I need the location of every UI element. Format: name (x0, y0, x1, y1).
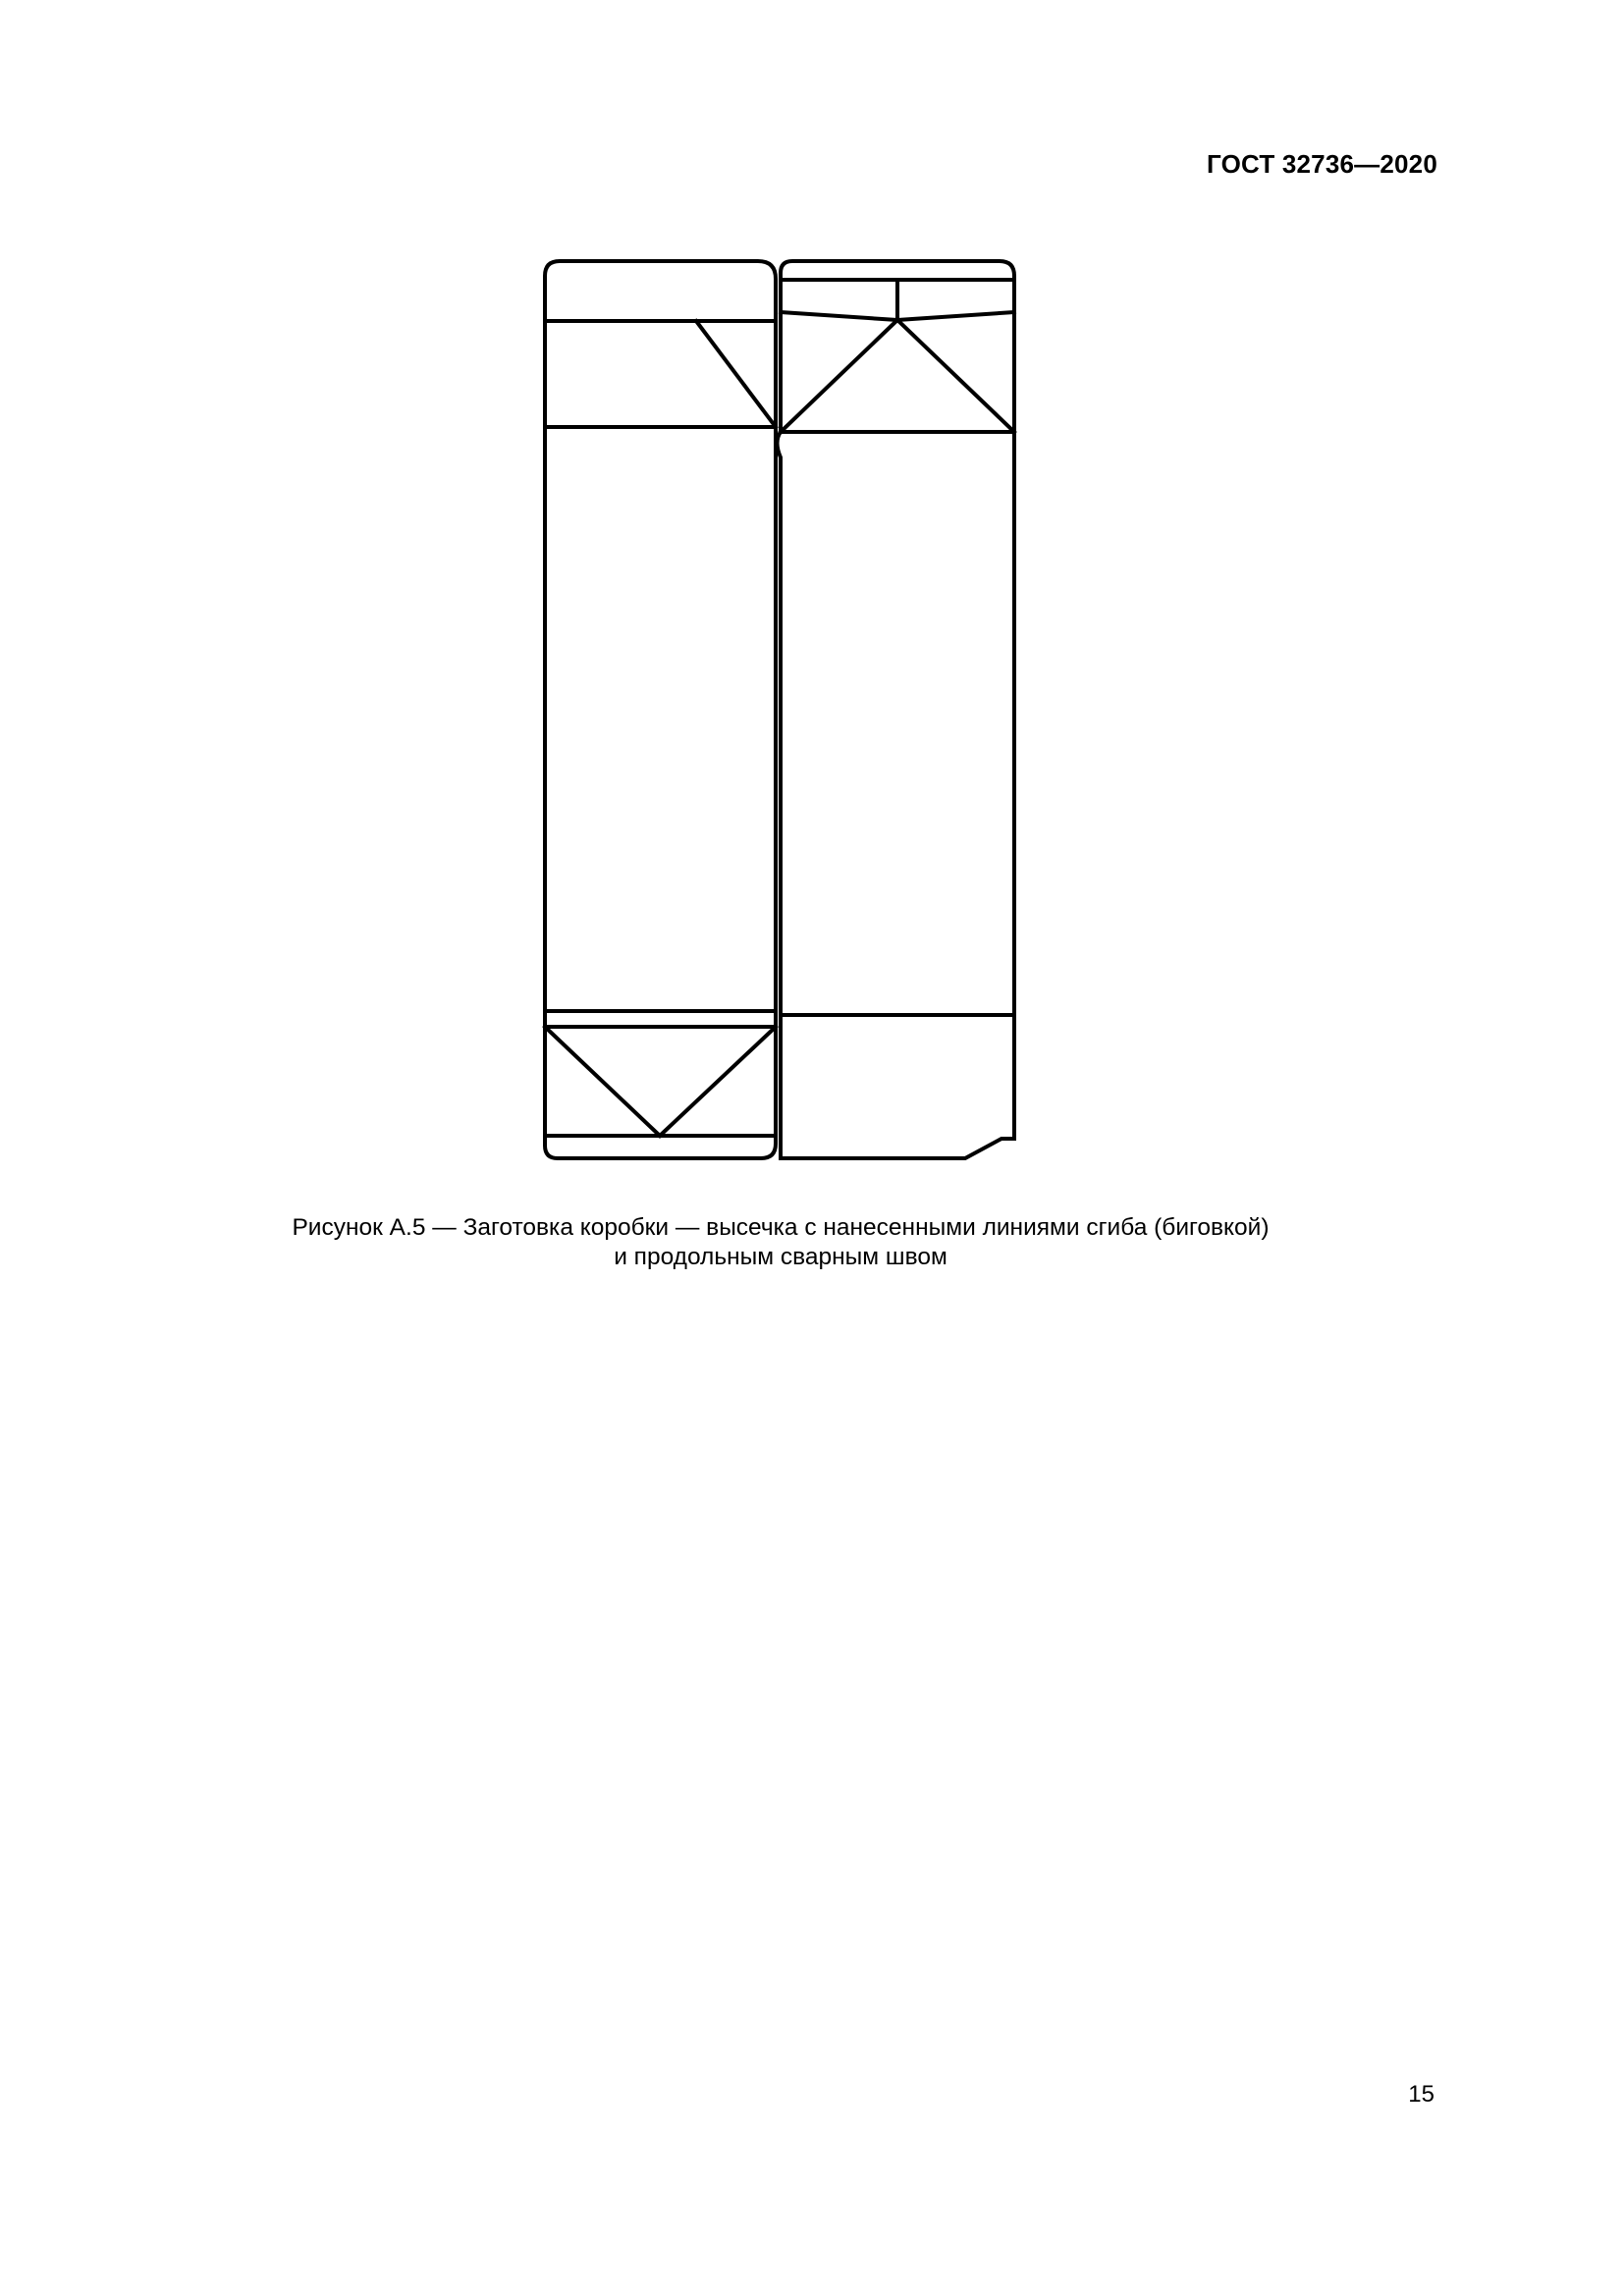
left-panel-outline (545, 261, 776, 1158)
right-top-crease-right (897, 312, 1014, 320)
left-top-diagonal (696, 321, 776, 427)
figure-caption-line-1: Рисунок А.5 — Заготовка коробки — высечка с нанесенными линиями сгиба (биговкой) (292, 1214, 1270, 1241)
right-top-diagonal-left (781, 320, 897, 432)
figure-caption-line-2: и продольным сварным швом (614, 1244, 947, 1270)
figure-caption (0, 1213, 1561, 1272)
left-bottom-diagonal-right (660, 1027, 776, 1136)
page-header-standard-code: ГОСТ 32736—2020 (1207, 149, 1437, 179)
right-top-diagonal-right (897, 320, 1014, 432)
right-top-crease-left (781, 312, 897, 320)
left-bottom-diagonal-left (545, 1027, 660, 1136)
page-number: 15 (1408, 2081, 1435, 2108)
